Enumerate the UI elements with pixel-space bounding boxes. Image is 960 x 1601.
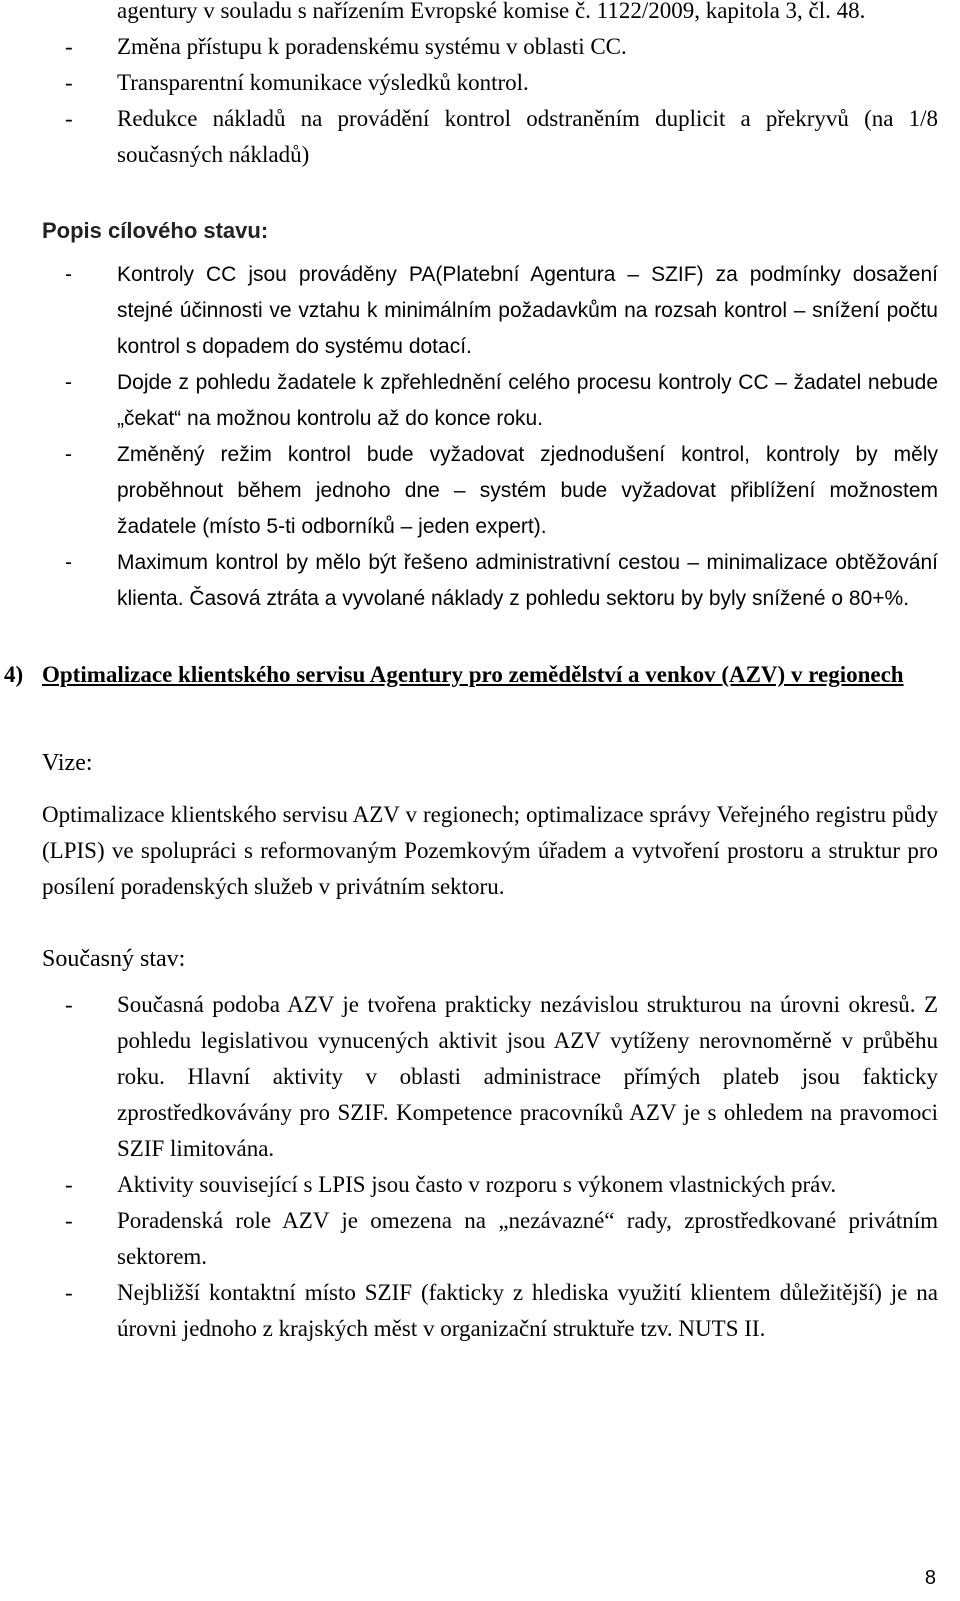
list-item: - Kontroly CC jsou prováděny PA(Platební Agentura – SZIF) za podmínky dosažení stejné účinnosti ve vztahu k minimálním požadavkům na rozsah kontrol – snížení počtu kontrol s dopadem do systému dotací. (42, 257, 938, 365)
current-state-heading: Současný stav: (42, 946, 186, 972)
bullet-dash: - (65, 443, 72, 466)
list-item: - Redukce nákladů na provádění kontrol odstraněním duplicit a překryvů (na 1/8 současných nákladů) (42, 101, 938, 173)
list-item: - Transparentní komunikace výsledků kontrol. (42, 65, 938, 101)
target-state-list (42, 257, 938, 617)
bullet-dash: - (65, 106, 73, 131)
bullet-dash: - (65, 70, 73, 95)
list-item: - Poradenská role AZV je omezena na „nezávazné“ rady, zprostředkované privátním sektorem. (42, 1203, 938, 1275)
bullet-dash: - (65, 1280, 73, 1305)
list-item: - Změna přístupu k poradenskému systému v oblasti CC. (42, 29, 938, 65)
section-title: Optimalizace klientského servisu Agentury pro zemědělství a venkov (AZV) v regionech (42, 662, 904, 687)
list-item: - Dojde z pohledu žadatele k zpřehlednění celého procesu kontroly CC – žadatel nebude „čekat“ na možnou kontrolu až do konce roku. (42, 365, 938, 437)
bullet-dash: - (65, 371, 72, 394)
top-continuation (42, 0, 938, 29)
list-item: - Nejbližší kontaktní místo SZIF (fakticky z hlediska využití klientem důležitější) je na úrovni jednoho z krajských měst v organizační struktuře tzv. NUTS II. (42, 1275, 938, 1347)
bullet-dash: - (65, 1172, 73, 1197)
vision-heading: Vize: (42, 750, 93, 776)
bullet-dash: - (65, 1208, 73, 1233)
bullet-dash: - (65, 263, 72, 286)
list-item: - Změněný režim kontrol bude vyžadovat zjednodušení kontrol, kontroly by měly proběhnout během jednoho dne – systém bude vyžadovat přiblížení možnostem žadatele (místo 5-ti odborníků – jeden expert). (42, 437, 938, 545)
list-item: - Aktivity související s LPIS jsou často v rozporu s výkonem vlastnických práv. (42, 1167, 938, 1203)
top-continuation-text: agentury v souladu s nařízením Evropské komise č. 1122/2009, kapitola 3, čl. 48. (117, 0, 866, 23)
target-state-heading: Popis cílového stavu: (42, 218, 269, 243)
intro-list (42, 29, 938, 173)
vision-text: Optimalizace klientského servisu AZV v regionech; optimalizace správy Veřejného registru půdy (LPIS) ve spolupráci s reformovaným Pozemkovým úřadem a vytvoření prostoru a struktur pro posílení poradenských služeb v privátním sektoru. (42, 802, 938, 899)
list-item: - Maximum kontrol by mělo být řešeno administrativní cestou – minimalizace obtěžování klienta. Časová ztráta a vyvolané náklady z pohledu sektoru by byly snížené o 80+%. (42, 545, 938, 617)
bullet-dash: - (65, 34, 73, 59)
section-number: 4) (4, 662, 24, 687)
current-state-list (42, 987, 938, 1347)
document-page (4, 0, 938, 1347)
bullet-dash: - (65, 551, 72, 574)
bullet-dash: - (65, 992, 73, 1017)
section-4-heading (4, 657, 938, 693)
page-number: 8 (924, 1567, 936, 1589)
list-item: - Současná podoba AZV je tvořena prakticky nezávislou strukturou na úrovni okresů. Z pohledu legislativou vynucených aktivit jsou AZV vytíženy nerovnoměrně v průběhu roku. Hlavní aktivity v oblasti administrace přímých plateb jsou fakticky zprostředkovávány pro SZIF. Kompetence pracovníků AZV je s ohledem na pravomoci SZIF limitována. (42, 987, 938, 1167)
